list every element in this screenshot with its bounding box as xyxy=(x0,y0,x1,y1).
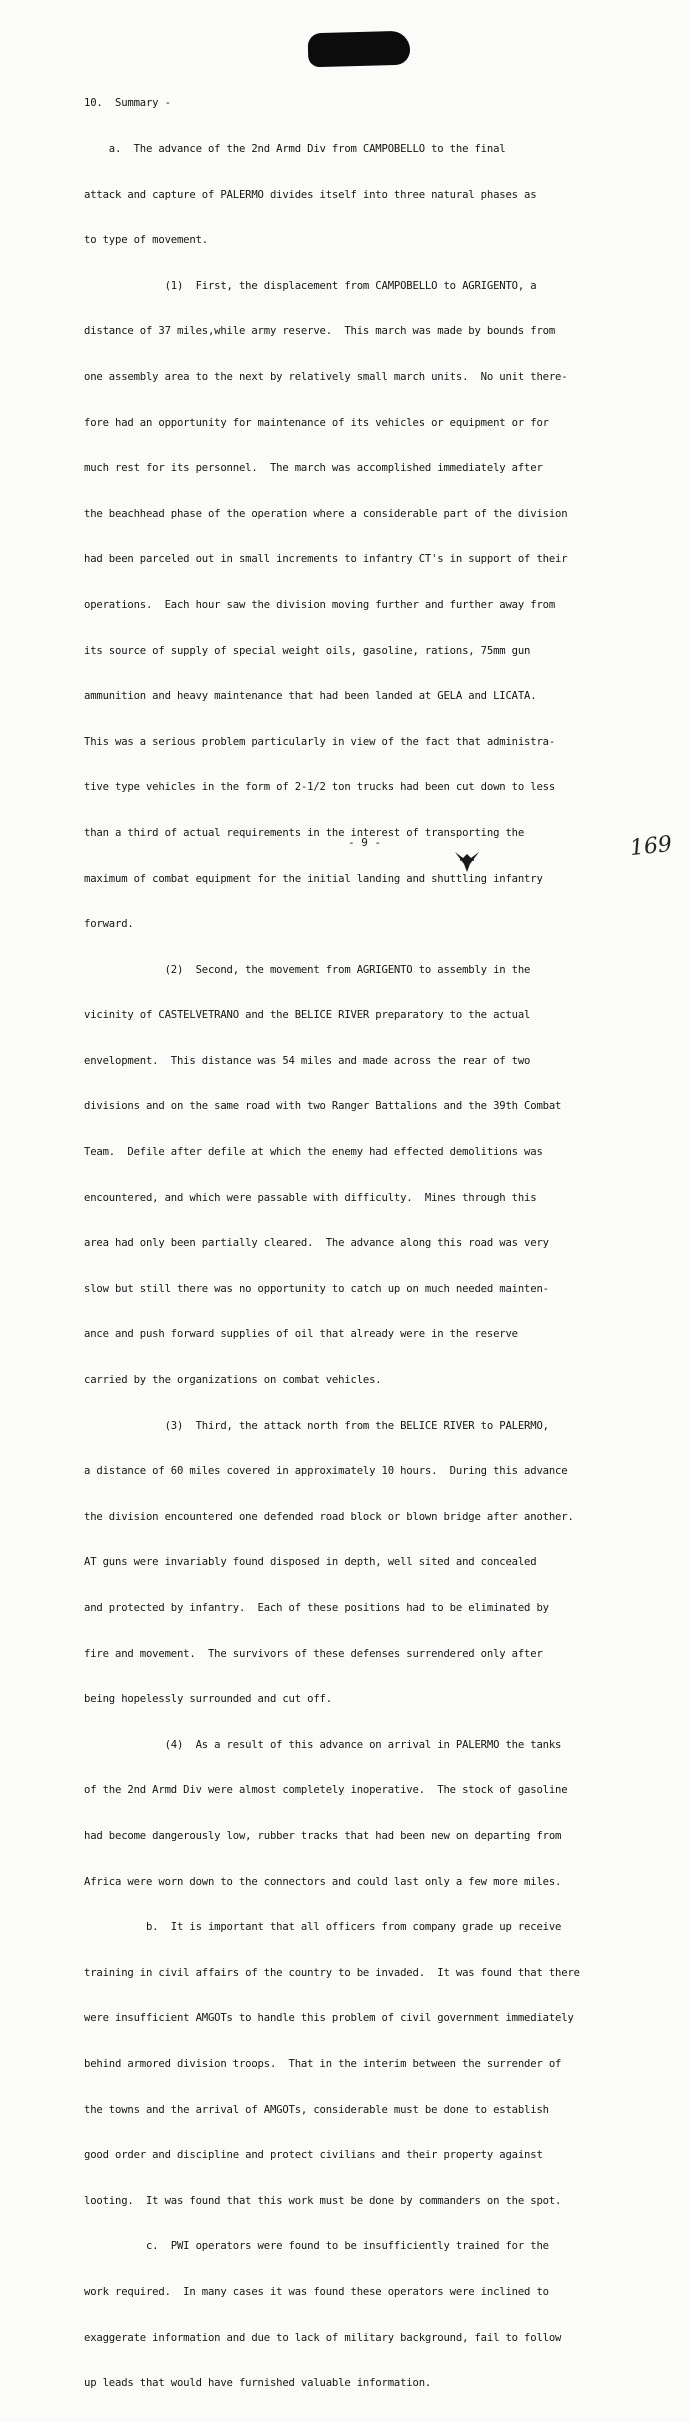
text-line: maximum of combat equipment for the initial landing and shuttling infantry xyxy=(84,872,543,885)
stamp-mark xyxy=(452,848,482,874)
text-line: forward. xyxy=(84,918,134,931)
text-line: behind armored division troops. That in the interim between the surrender of xyxy=(84,2057,562,2070)
text-line: exaggerate information and due to lack of military background, fail to follow xyxy=(84,2331,562,2344)
text-line: (1) First, the displacement from CAMPOBELLO to AGRIGENTO, a xyxy=(84,279,537,292)
text-line: fore had an opportunity for maintenance of its vehicles or equipment or for xyxy=(84,416,549,429)
text-line: than a third of actual requirements in the interest of transporting the xyxy=(84,826,525,839)
text-line: and protected by infantry. Each of these positions had to be eliminated by xyxy=(84,1602,549,1614)
text-line: b. It is important that all officers from company grade up receive xyxy=(84,1921,562,1934)
text-line: Team. Defile after defile at which the enemy had effected demolitions was xyxy=(84,1146,543,1159)
text-line: distance of 37 miles,while army reserve. This march was made by bounds from xyxy=(84,325,556,338)
text-line: AT guns were invariably found disposed in depth, well sited and concealed xyxy=(84,1556,537,1569)
text-line: work required. In many cases it was found these operators were inclined to xyxy=(84,2285,549,2298)
page-number: - 9 - xyxy=(348,836,382,849)
text-line: one assembly area to the next by relatively small march units. No unit there- xyxy=(84,370,568,383)
text-line: the division encountered one defended road block or blown bridge after another. xyxy=(84,1510,574,1523)
text-line: attack and capture of PALERMO divides itself into three natural phases as xyxy=(84,188,537,201)
text-line: its source of supply of special weight oils, gasoline, rations, 75mm gun xyxy=(84,644,531,657)
text-line: of the 2nd Armd Div were almost completely inoperative. The stock of gasoline xyxy=(84,1784,568,1797)
text-line: up leads that would have furnished valuable information. xyxy=(84,2377,432,2390)
text-line: a distance of 60 miles covered in approximately 10 hours. During this advance xyxy=(84,1465,568,1478)
text-line: Africa were worn down to the connectors and could last only a few more miles. xyxy=(84,1875,562,1888)
text-line: (2) Second, the movement from AGRIGENTO to assembly in the xyxy=(84,963,531,976)
text-line: divisions and on the same road with two Ranger Battalions and the 39th Combat xyxy=(84,1100,562,1113)
text-line: 10. Summary - xyxy=(84,97,171,110)
text-line: tive type vehicles in the form of 2-1/2 ton trucks had been cut down to less xyxy=(84,781,556,794)
text-line: slow but still there was no opportunity to catch up on much needed mainten- xyxy=(84,1282,549,1295)
text-line: much rest for its personnel. The march was accomplished immediately after xyxy=(84,462,543,475)
text-line: had been parceled out in small increments to infantry CT's in support of their xyxy=(84,553,568,566)
text-line: area had only been partially cleared. The advance along this road was very xyxy=(84,1237,549,1250)
text-line: ammunition and heavy maintenance that had been landed at GELA and LICATA. xyxy=(84,690,537,703)
text-line: the towns and the arrival of AMGOTs, considerable must be done to establish xyxy=(84,2103,549,2116)
text-line: looting. It was found that this work must be done by commanders on the spot. xyxy=(84,2194,562,2207)
text-line: carried by the organizations on combat vehicles. xyxy=(84,1374,382,1387)
text-line: to type of movement. xyxy=(84,234,208,247)
text-line: had become dangerously low, rubber tracks that had been new on departing from xyxy=(84,1829,562,1842)
text-line: being hopelessly surrounded and cut off. xyxy=(84,1693,332,1706)
text-line: c. PWI operators were found to be insufficiently trained for the xyxy=(84,2240,549,2253)
text-line: the beachhead phase of the operation where a considerable part of the division xyxy=(84,507,568,520)
text-line: vicinity of CASTELVETRANO and the BELICE RIVER preparatory to the actual xyxy=(84,1009,531,1022)
text-line: fire and movement. The survivors of these defenses surrendered only after xyxy=(84,1647,543,1660)
text-line: encountered, and which were passable with difficulty. Mines through this xyxy=(84,1191,537,1204)
text-line: This was a serious problem particularly in view of the fact that administra- xyxy=(84,735,556,748)
text-line: ance and push forward supplies of oil that already were in the reserve xyxy=(84,1328,518,1341)
text-line: training in civil affairs of the country to be invaded. It was found that there xyxy=(84,1966,580,1979)
text-line: good order and discipline and protect civilians and their property against xyxy=(84,2149,543,2162)
handwritten-note: 169 xyxy=(628,831,674,862)
text-line: a. The advance of the 2nd Armd Div from CAMPOBELLO to the final xyxy=(84,143,506,155)
text-line: operations. Each hour saw the division moving further and further away from xyxy=(84,598,556,611)
text-line: (4) As a result of this advance on arrival in PALERMO the tanks xyxy=(84,1738,562,1751)
text-line: were insufficient AMGOTs to handle this problem of civil government immediately xyxy=(84,2012,574,2025)
document-body xyxy=(84,66,646,2422)
text-line: envelopment. This distance was 54 miles and made across the rear of two xyxy=(84,1054,531,1067)
text-line: (3) Third, the attack north from the BELICE RIVER to PALERMO, xyxy=(84,1419,549,1432)
redaction-mark xyxy=(308,31,411,68)
